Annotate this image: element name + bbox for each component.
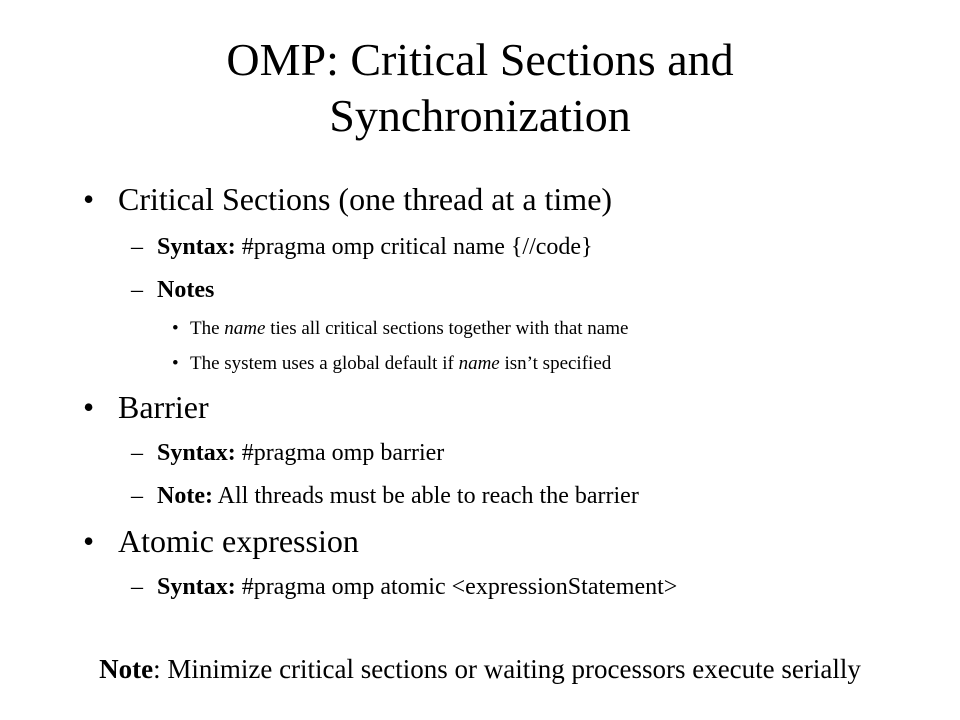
bullet-label: Critical Sections (one thread at a time) [118, 181, 613, 217]
sub-bullet-barrier-note [131, 481, 639, 511]
syntax-label: Syntax: [157, 234, 236, 260]
footer-note-label: Note [99, 654, 154, 684]
bullet-marker: • [83, 389, 95, 425]
bullet-marker: • [172, 353, 179, 374]
footer-note-text: : Minimize critical sections or waiting processors execute serially [153, 654, 861, 684]
note2-name: name [458, 353, 500, 374]
dash-marker: – [131, 574, 143, 600]
notes-label: Notes [157, 277, 215, 303]
syntax-text: #pragma omp atomic <expressionStatement> [235, 574, 678, 600]
dash-marker: – [131, 440, 143, 466]
sub-bullet-barrier-syntax [131, 438, 445, 468]
syntax-text: #pragma omp barrier [235, 440, 445, 466]
dash-marker: – [131, 277, 143, 303]
bullet-label: Atomic expression [118, 523, 359, 559]
bullet-barrier [83, 388, 209, 426]
note-label: Note: [157, 483, 213, 509]
sub-bullet-critical-syntax [131, 232, 593, 262]
bullet-atomic-expression [83, 522, 359, 560]
note2-text-a: The system uses a global default if [190, 353, 459, 374]
note1-name: name [224, 318, 266, 339]
note2-text-c: isn’t specified [499, 353, 612, 374]
slide-title-line2: Synchronization [329, 90, 631, 141]
bullet-marker: • [83, 181, 95, 217]
note1-text-a: The [190, 318, 225, 339]
bullet-marker: • [83, 523, 95, 559]
dash-marker: – [131, 483, 143, 509]
syntax-text: #pragma omp critical name {//code} [235, 234, 593, 260]
slide-title [0, 32, 960, 144]
slide-title-line1: OMP: Critical Sections and [226, 34, 734, 85]
sub-sub-bullet-note2 [172, 352, 612, 376]
dash-marker: – [131, 234, 143, 260]
bullet-critical-sections [83, 180, 613, 218]
syntax-label: Syntax: [157, 440, 236, 466]
bullet-marker: • [172, 318, 179, 339]
bullet-label: Barrier [118, 389, 209, 425]
footer-note [0, 652, 960, 686]
sub-sub-bullet-note1 [172, 317, 629, 341]
sub-bullet-atomic-syntax [131, 572, 678, 602]
note-text: All threads must be able to reach the barrier [212, 483, 639, 509]
note1-text-c: ties all critical sections together with that name [265, 318, 629, 339]
sub-bullet-notes [131, 275, 215, 305]
syntax-label: Syntax: [157, 574, 236, 600]
